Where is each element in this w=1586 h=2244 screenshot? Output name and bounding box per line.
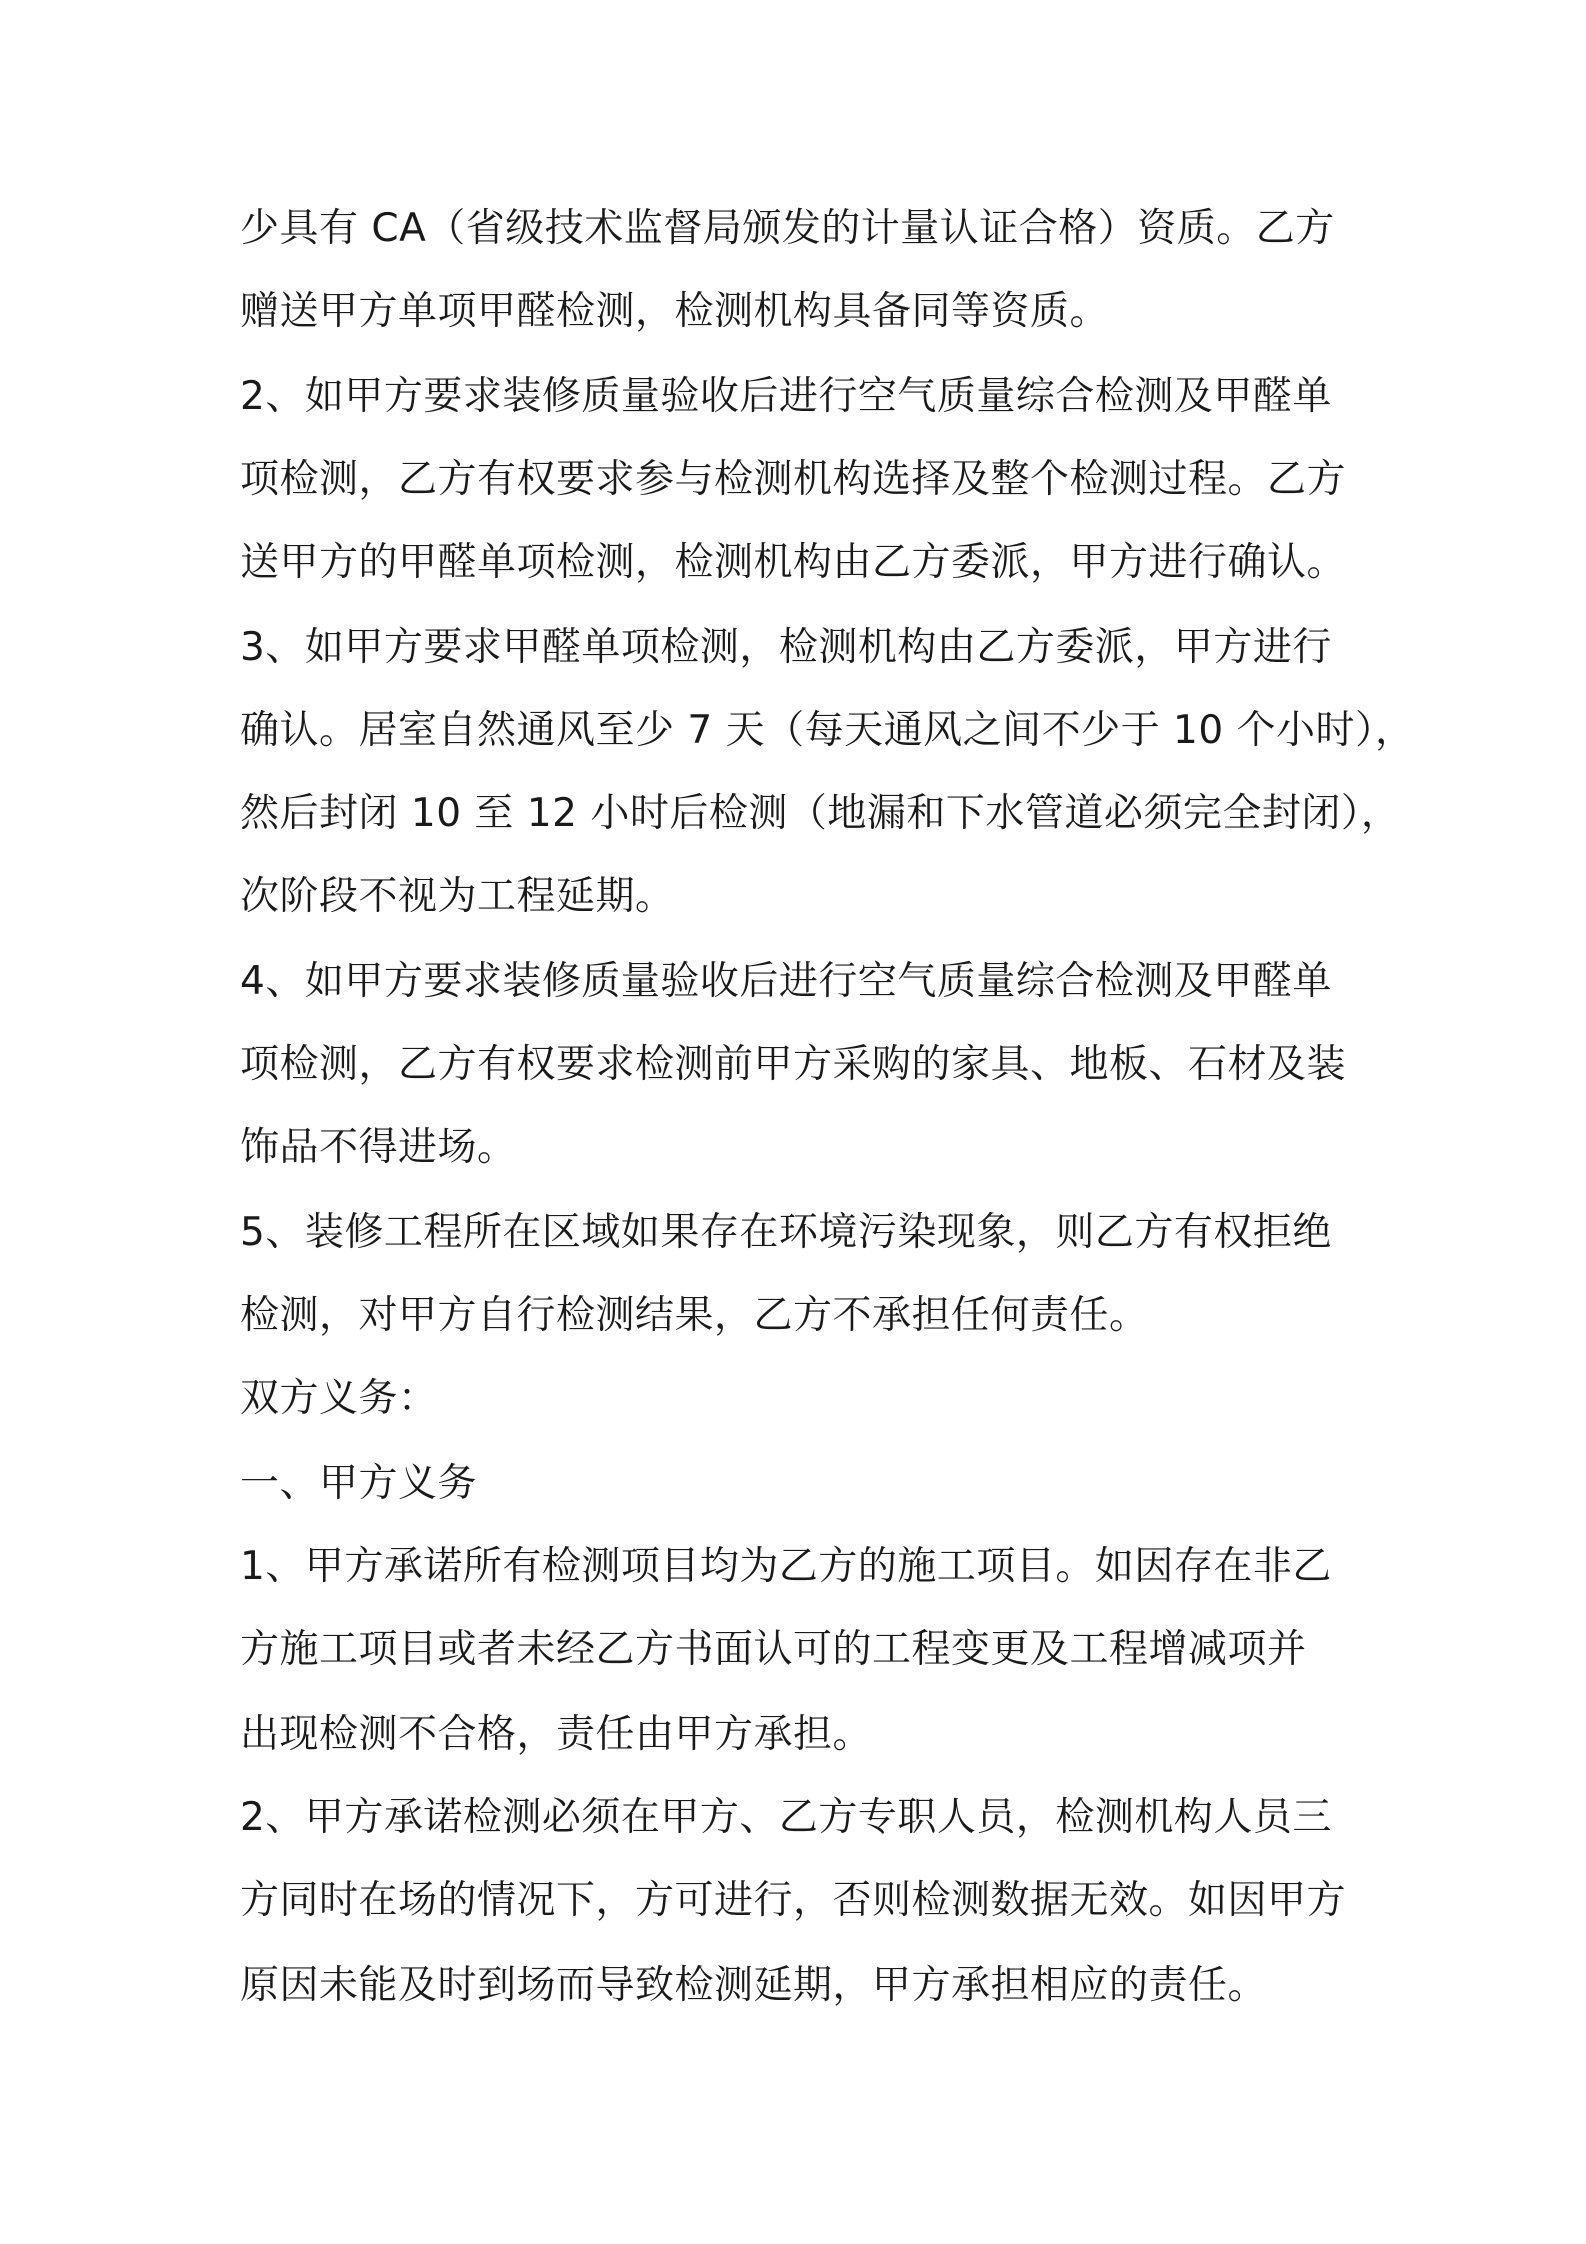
- text-line: 一、甲方义务: [240, 1461, 478, 1506]
- text-line: 检测，对甲方自行检测结果，乙方不承担任何责任。: [240, 1293, 1149, 1338]
- text-line: 方同时在场的情况下，方可进行，否则检测数据无效。如因甲方: [240, 1878, 1347, 1923]
- text-line: 确认。居室自然通风至少 7 天（每天通风之间不少于 10 个小时），: [240, 708, 1415, 753]
- text-line: 3、如甲方要求甲醛单项检测，检测机构由乙方委派，甲方进行: [240, 625, 1332, 670]
- text-line: 1、甲方承诺所有检测项目均为乙方的施工项目。如因存在非乙: [240, 1544, 1332, 1589]
- text-line: 方施工项目或者未经乙方书面认可的工程变更及工程增减项并: [240, 1627, 1307, 1672]
- text-line: 项检测，乙方有权要求检测前甲方采购的家具、地板、石材及装: [240, 1042, 1347, 1087]
- text-line: 少具有 CA（省级技术监督局颁发的计量认证合格）资质。乙方: [240, 206, 1335, 251]
- text-line: 饰品不得进场。: [240, 1125, 517, 1170]
- text-line: 项检测，乙方有权要求参与检测机构选择及整个检测过程。乙方: [240, 457, 1347, 502]
- text-line: 然后封闭 10 至 12 小时后检测（地漏和下水管道必须完全封闭），: [240, 791, 1401, 836]
- text-line: 4、如甲方要求装修质量验收后进行空气质量综合检测及甲醛单: [240, 959, 1332, 1004]
- text-line: 次阶段不视为工程延期。: [240, 874, 675, 919]
- text-line: 送甲方的甲醛单项检测，检测机构由乙方委派，甲方进行确认。: [240, 540, 1347, 585]
- text-line: 5、装修工程所在区域如果存在环境污染现象，则乙方有权拒绝: [240, 1210, 1332, 1255]
- text-line: 原因未能及时到场而导致检测延期，甲方承担相应的责任。: [240, 1963, 1268, 2008]
- text-line: 2、如甲方要求装修质量验收后进行空气质量综合检测及甲醛单: [240, 374, 1332, 419]
- text-line: 2、甲方承诺检测必须在甲方、乙方专职人员，检测机构人员三: [240, 1795, 1332, 1840]
- text-line: 赠送甲方单项甲醛检测，检测机构具备同等资质。: [240, 289, 1110, 334]
- text-line: 出现检测不合格，责任由甲方承担。: [240, 1712, 873, 1757]
- text-line: 双方义务：: [240, 1376, 438, 1421]
